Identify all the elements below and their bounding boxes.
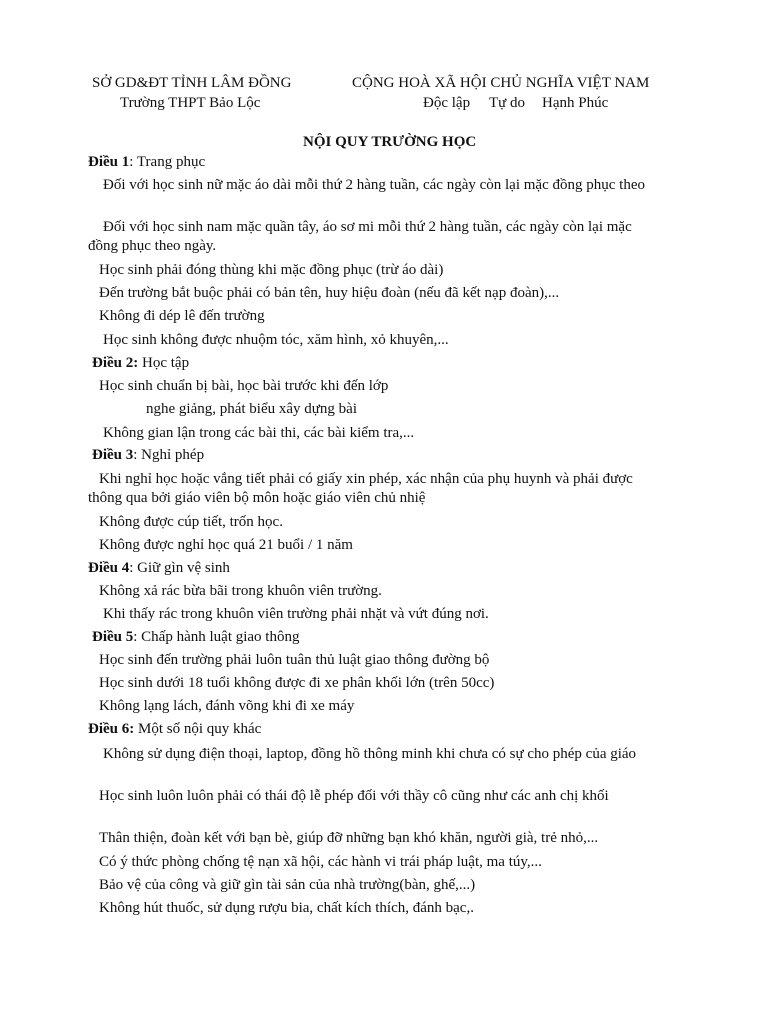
article-label: Điều 1 (88, 154, 130, 170)
article-5-heading (92, 628, 299, 646)
article-4-heading (88, 559, 230, 577)
header-motto-2: Tự do (489, 95, 526, 111)
article-label: Điều 6: (88, 721, 135, 737)
header-motto-3: Hạnh Phúc (542, 95, 609, 111)
article-colon: : (133, 629, 138, 645)
article-colon: : (129, 154, 134, 170)
article-line: Khi thấy rác trong khuôn viên trường phải nhặt và vứt đúng nơi. (103, 606, 489, 622)
article-line: Không sử dụng điện thoại, laptop, đồng hồ thông minh khi chưa có sự cho phép của giáo (103, 746, 637, 762)
document-title: NỘI QUY TRƯỜNG HỌC (303, 134, 477, 150)
article-line: Học sinh luôn luôn phải có thái độ lễ phép đối với thầy cô cũng như các anh chị khối (99, 788, 609, 804)
article-title: Trang phục (133, 154, 206, 170)
article-line: Không đi dép lê đến trường (99, 308, 265, 324)
article-6-heading (88, 720, 261, 738)
article-line: Học sinh không được nhuộm tóc, xăm hình, xỏ khuyên,... (103, 332, 449, 348)
article-label: Điều 2: (92, 355, 139, 371)
article-label: Điều 5 (92, 629, 134, 645)
article-line: Thân thiện, đoàn kết với bạn bè, giúp đỡ những bạn khó khăn, người già, trẻ nhỏ,... (99, 830, 599, 846)
article-line: Không được nghỉ học quá 21 buổi / 1 năm (99, 537, 353, 553)
header-motto-1: Độc lập (423, 95, 471, 111)
article-line: nghe giảng, phát biểu xây dựng bài (146, 401, 357, 417)
article-colon: : (129, 560, 134, 576)
article-line: Học sinh dưới 18 tuổi không được đi xe phân khối lớn (trên 50cc) (99, 675, 495, 691)
article-line: Đối với học sinh nam mặc quần tây, áo sơ mi mỗi thứ 2 hàng tuần, các ngày còn lại mặc (103, 219, 632, 235)
article-line: Đến trường bắt buộc phải có bản tên, huy hiệu đoàn (nếu đã kết nạp đoàn),... (99, 285, 560, 301)
article-line: Học sinh đến trường phải luôn tuân thủ luật giao thông đường bộ (99, 652, 490, 668)
article-line: Khi nghỉ học hoặc vắng tiết phải có giấy xin phép, xác nhận của phụ huynh và phải được (99, 471, 633, 487)
article-title: Giữ gìn vệ sinh (133, 560, 230, 576)
header-department: SỞ GD&ĐT TỈNH LÂM ĐỒNG (92, 75, 292, 91)
article-label: Điều 4 (88, 560, 130, 576)
article-line: thông qua bởi giáo viên bộ môn hoặc giáo viên chủ nhiệ (88, 490, 426, 506)
article-title: Một số nội quy khác (134, 721, 262, 737)
article-line: Không hút thuốc, sử dụng rượu bia, chất kích thích, đánh bạc,. (99, 900, 474, 916)
article-3-heading (92, 446, 204, 464)
header-school: Trường THPT Bảo Lộc (120, 95, 261, 111)
article-2-heading (92, 354, 189, 372)
article-line: Học sinh phải đóng thùng khi mặc đồng phục (trừ áo dài) (99, 262, 444, 278)
article-line: Không xả rác bừa bãi trong khuôn viên trường. (99, 583, 382, 599)
article-title: Chấp hành luật giao thông (137, 629, 300, 645)
article-1-heading (88, 153, 205, 171)
article-line: Không lạng lách, đánh võng khi đi xe máy (99, 698, 355, 714)
header-country: CỘNG HOÀ XÃ HỘI CHỦ NGHĨA VIỆT NAM (352, 75, 650, 91)
article-label: Điều 3 (92, 447, 134, 463)
article-line: Không được cúp tiết, trốn học. (99, 514, 283, 530)
article-line: Có ý thức phòng chống tệ nạn xã hội, các hành vi trái pháp luật, ma túy,... (99, 854, 542, 870)
article-colon: : (133, 447, 138, 463)
article-line: Học sinh chuẩn bị bài, học bài trước khi đến lớp (99, 378, 389, 394)
article-line: đồng phục theo ngày. (88, 238, 217, 254)
article-line: Đối với học sinh nữ mặc áo dài mỗi thứ 2 hàng tuần, các ngày còn lại mặc đồng phục theo (103, 177, 645, 193)
article-line: Bảo vệ của công và giữ gìn tài sản của nhà trường(bàn, ghế,...) (99, 877, 476, 893)
article-line: Không gian lận trong các bài thi, các bài kiểm tra,... (103, 425, 415, 441)
article-title: Học tập (138, 355, 190, 371)
article-title: Nghỉ phép (137, 447, 205, 463)
